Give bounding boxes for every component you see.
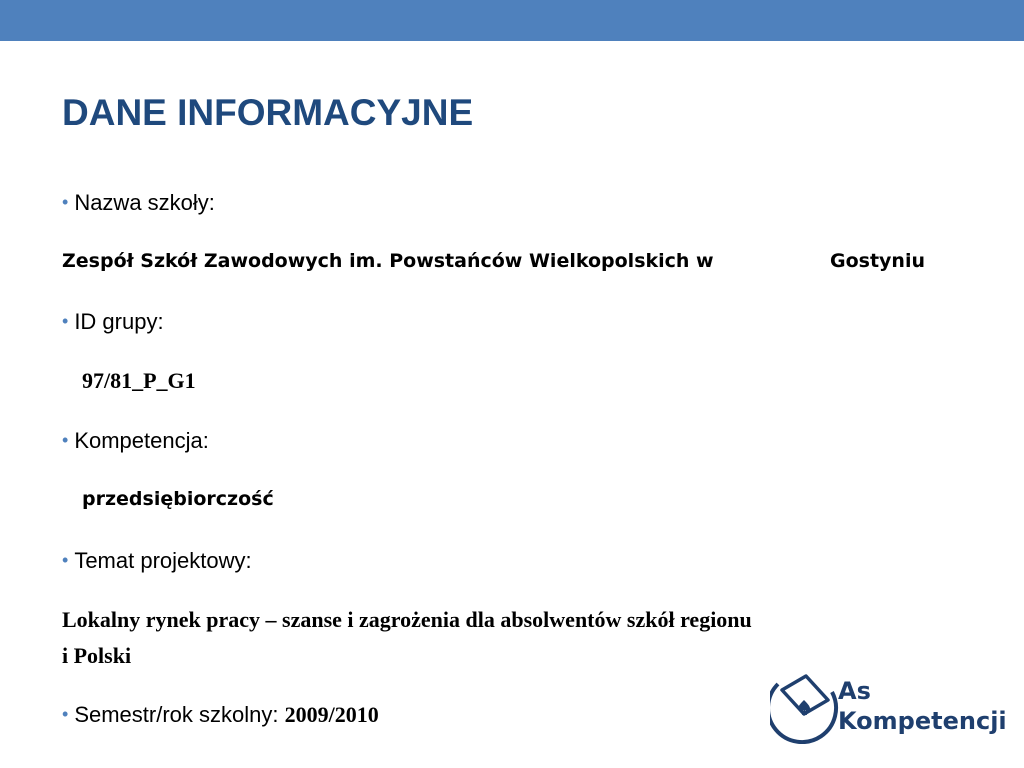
bullet-label: Nazwa szkoły: [74,190,215,215]
bullet-dot-icon: • [62,550,69,570]
group-id-value: 97/81_P_G1 [82,368,196,393]
project-topic-line1: Lokalny rynek pracy – szanse i zagrożenia dla absolwentów szkół regionu [62,607,752,632]
school-name-city: Gostyniu [830,250,925,272]
bullet-label: Semestr/rok szkolny: [74,702,279,727]
top-accent-bar [0,0,1024,41]
bullet-competence [62,428,209,454]
bullet-dot-icon: • [62,430,69,450]
bullet-dot-icon: • [62,704,69,724]
bullet-group-id [62,309,164,335]
bullet-semester [62,702,379,728]
bullet-label: Temat projektowy: [74,548,252,573]
project-topic-line2: i Polski [62,643,132,668]
school-name-value: Zespół Szkół Zawodowych im. Powstańców Wielkopolskich w [62,250,714,272]
logo-line1: As [838,677,871,705]
bullet-project-topic [62,548,252,574]
competence-value: przedsiębiorczość [82,488,274,510]
bullet-school-name [62,190,215,216]
semester-value: 2009/2010 [284,702,379,727]
bullet-label: ID grupy: [74,309,164,334]
page-title: DANE INFORMACYJNE [62,92,474,133]
bullet-label: Kompetencja: [74,428,209,453]
logo-line2: Kompetencji [838,707,1007,735]
bullet-dot-icon: • [62,192,69,212]
bullet-dot-icon: • [62,311,69,331]
